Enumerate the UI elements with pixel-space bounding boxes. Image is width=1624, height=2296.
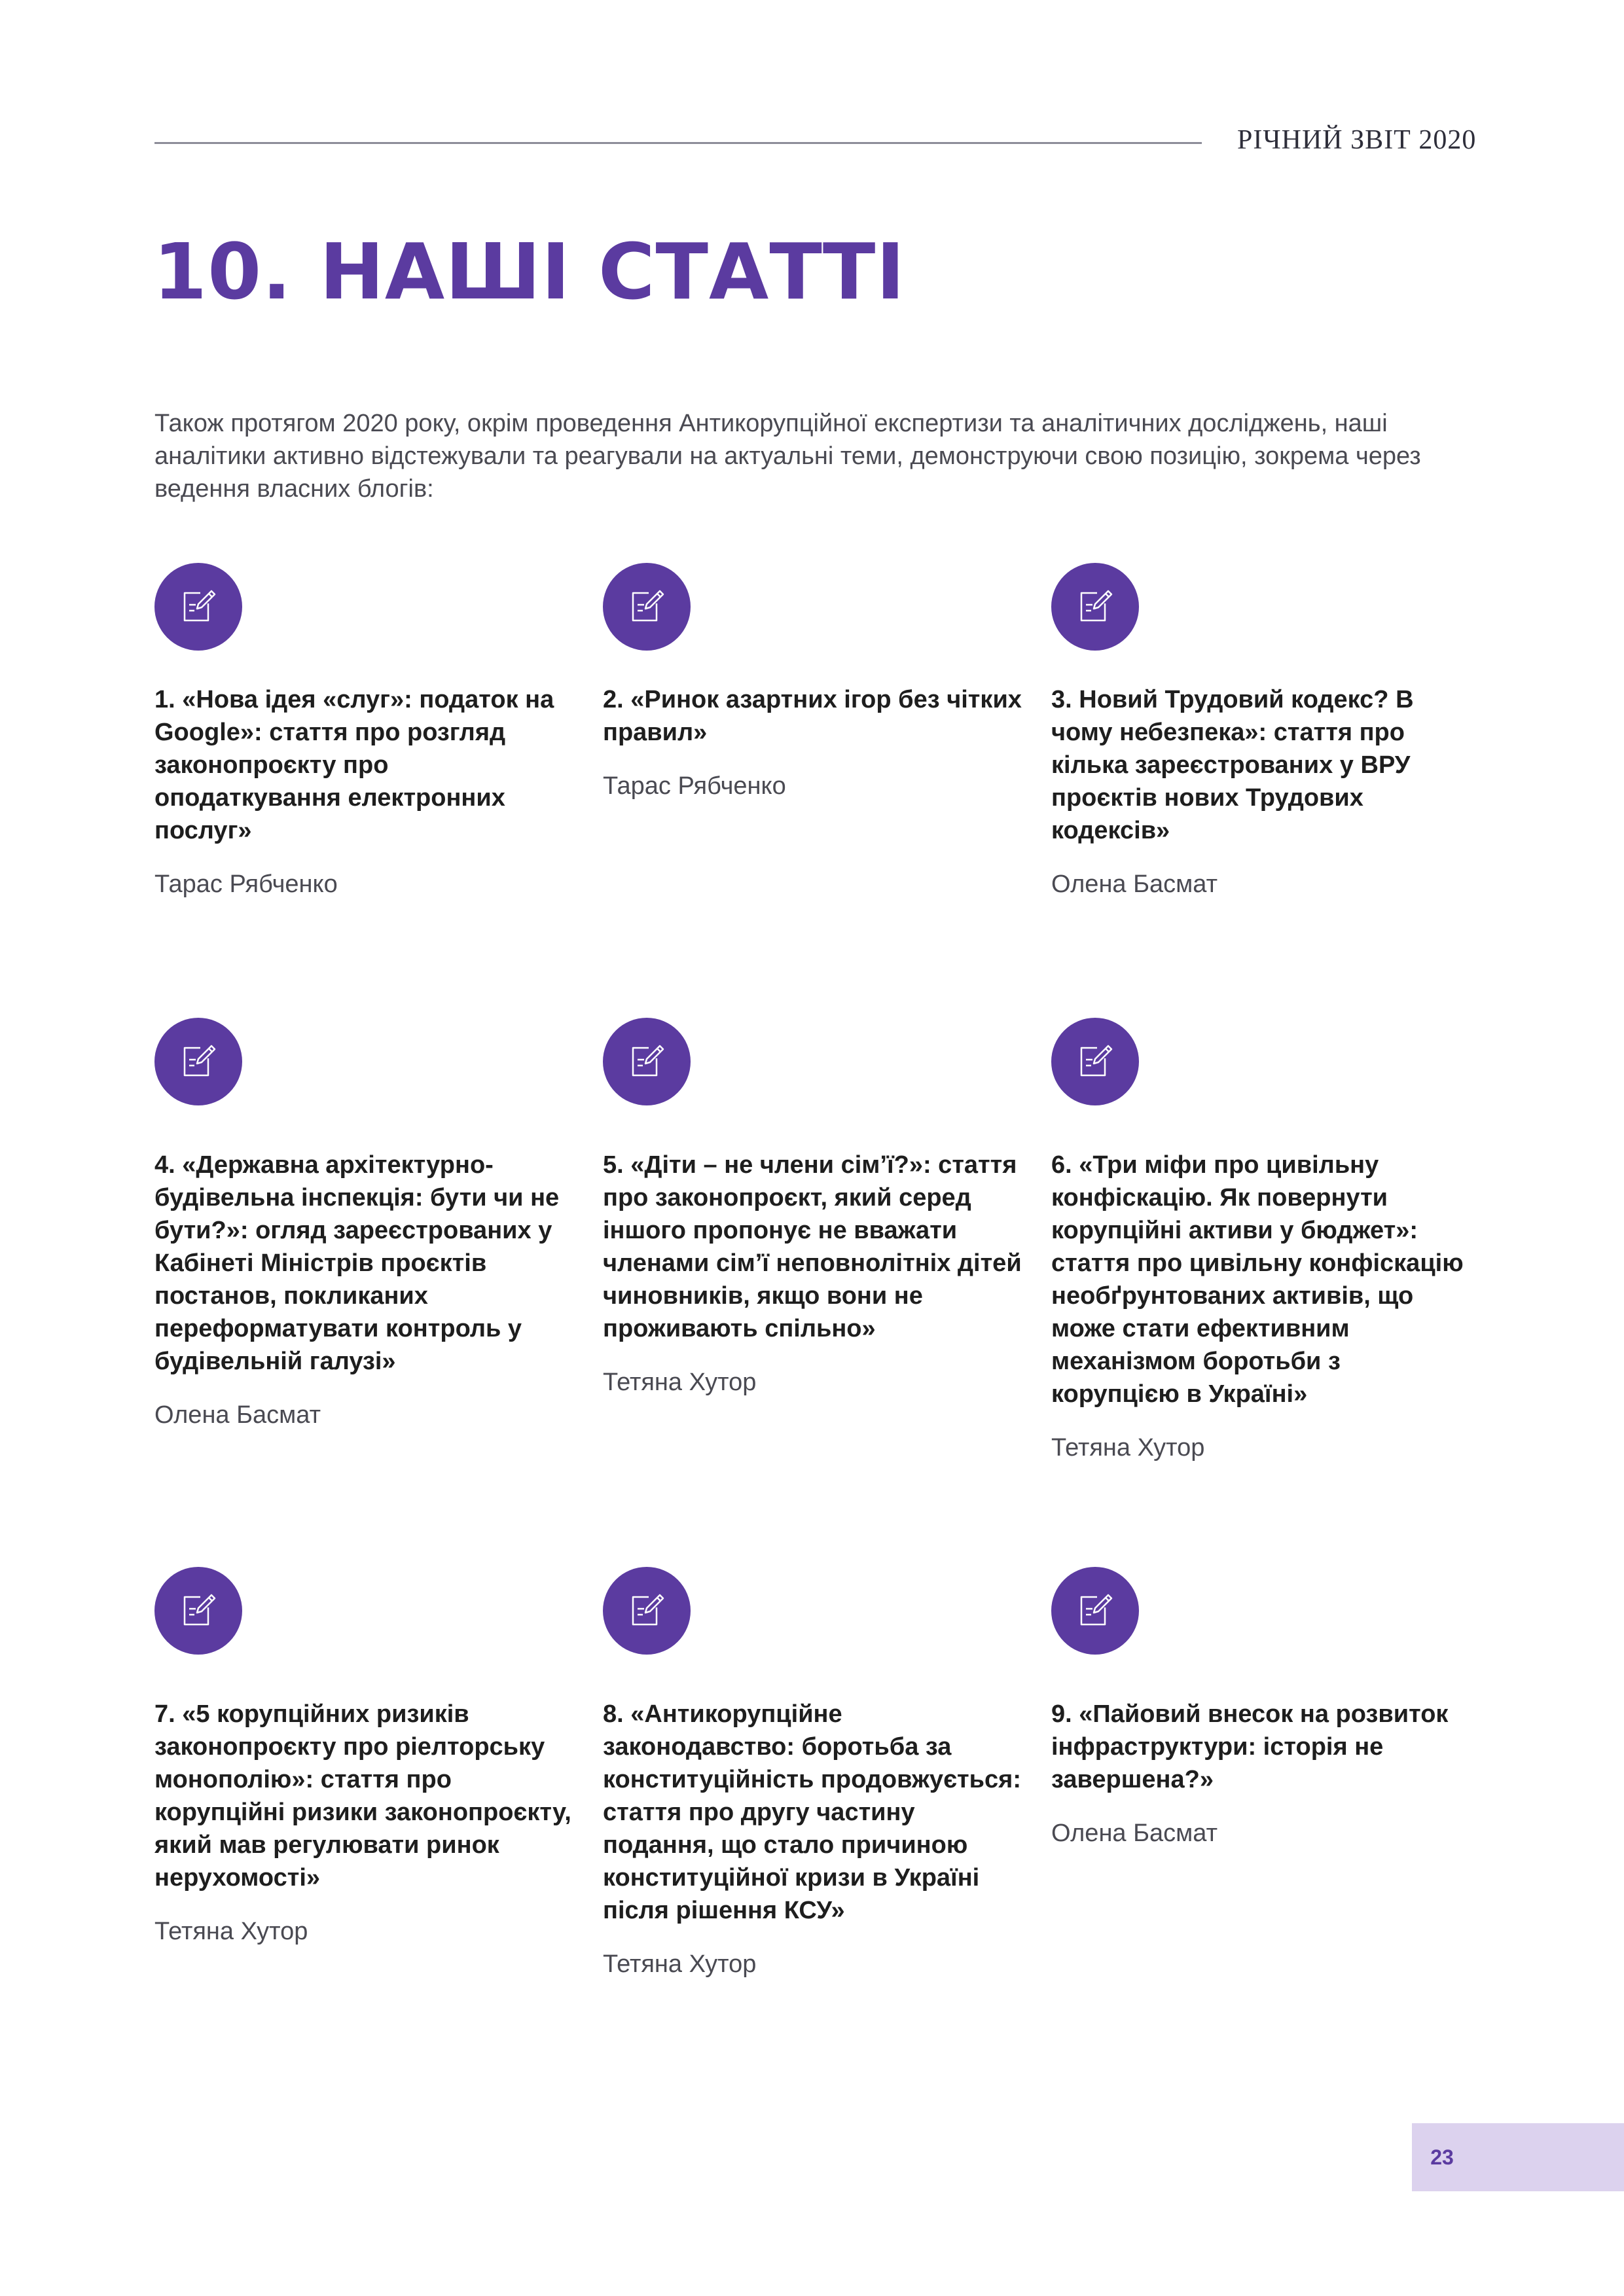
article-card (603, 563, 1022, 802)
intro-paragraph: Також протягом 2020 року, окрім проведення Антикорупційної експертизи та аналітичних досліджень, наші аналітики активно відстежували та реагували на актуальні теми, демонструючи свою позицію, зокрема через ведення власних блогів: (154, 410, 1421, 503)
page-number: 23 (1430, 2145, 1454, 2169)
edit-document-icon (603, 1567, 691, 1655)
article-author: Тетяна Хутор (1051, 1434, 1205, 1462)
article-card (1051, 563, 1470, 901)
article-title: 9. «Пайовий внесок на розвиток інфраструктури: історія не завершена?» (1051, 1700, 1449, 1793)
article-card (1051, 1567, 1470, 1850)
article-author: Тетяна Хутор (603, 1369, 757, 1396)
article-card (154, 563, 573, 901)
page-title: 10. НАШІ СТАТТІ (153, 226, 906, 317)
edit-document-icon (1051, 1567, 1139, 1655)
article-card (154, 1567, 573, 1948)
article-title: 7. «5 корупційних ризиків законопроєкту про ріелторську монополію»: стаття про корупційні ризики законопроєкту, який мав регулювати ринок нерухомості» (154, 1700, 571, 1892)
edit-document-icon (1051, 563, 1139, 651)
page-number-box (1412, 2123, 1624, 2191)
article-author: Олена Басмат (154, 1401, 321, 1429)
article-author: Тетяна Хутор (154, 1918, 308, 1945)
article-card (603, 1018, 1022, 1399)
article-title: 6. «Три міфи про цивільну конфіскацію. Як повернути корупційні активи у бюджет»: стаття про цивільну конфіскацію необґрунтованих активів, що може стати ефективним механізмом боротьби з корупцією в Україні» (1051, 1151, 1464, 1408)
edit-document-icon (154, 1567, 242, 1655)
edit-document-icon (1051, 1018, 1139, 1105)
article-author: Тетяна Хутор (603, 1950, 757, 1978)
article-author: Тарас Рябченко (603, 772, 786, 800)
edit-document-icon (603, 1018, 691, 1105)
edit-document-icon (154, 1018, 242, 1105)
report-label: РІЧНИЙ ЗВІТ 2020 (1237, 125, 1477, 155)
edit-document-icon (154, 563, 242, 651)
article-author: Тарас Рябченко (154, 870, 338, 898)
edit-document-icon (603, 563, 691, 651)
article-card (1051, 1018, 1470, 1464)
article-author: Олена Басмат (1051, 870, 1218, 898)
article-title: 2. «Ринок азартних ігор без чітких правил» (603, 686, 1022, 746)
article-title: 5. «Діти – не члени сім’ї?»: стаття про законопроєкт, який серед іншого пропонує не вважати членами сім’ї неповнолітніх дітей чиновників, якщо вони не проживають спільно» (603, 1151, 1022, 1342)
article-title: 8. «Антикорупційне законодавство: боротьба за конституційність продовжується: стаття про другу частину подання, що стало причиною конституційної кризи в Україні після рішення КСУ» (603, 1700, 1021, 1924)
header-rule (154, 142, 1202, 144)
article-title: 4. «Державна архітектурно-будівельна інспекція: бути чи не бути?»: огляд зареєстрованих у Кабінеті Міністрів проєктів постанов, покликаних переформатувати контроль у будівельній галузі» (154, 1151, 560, 1375)
article-title: 1. «Нова ідея «слуг»: податок на Google»: стаття про розгляд законопроєкту про оподаткування електронних послуг» (154, 686, 554, 844)
article-card (154, 1018, 573, 1431)
article-title: 3. Новий Трудовий кодекс? В чому небезпека»: стаття про кілька зареєстрованих у ВРУ проєктів нових Трудових кодексів» (1051, 686, 1414, 844)
article-card (603, 1567, 1022, 1981)
article-author: Олена Басмат (1051, 1820, 1218, 1847)
